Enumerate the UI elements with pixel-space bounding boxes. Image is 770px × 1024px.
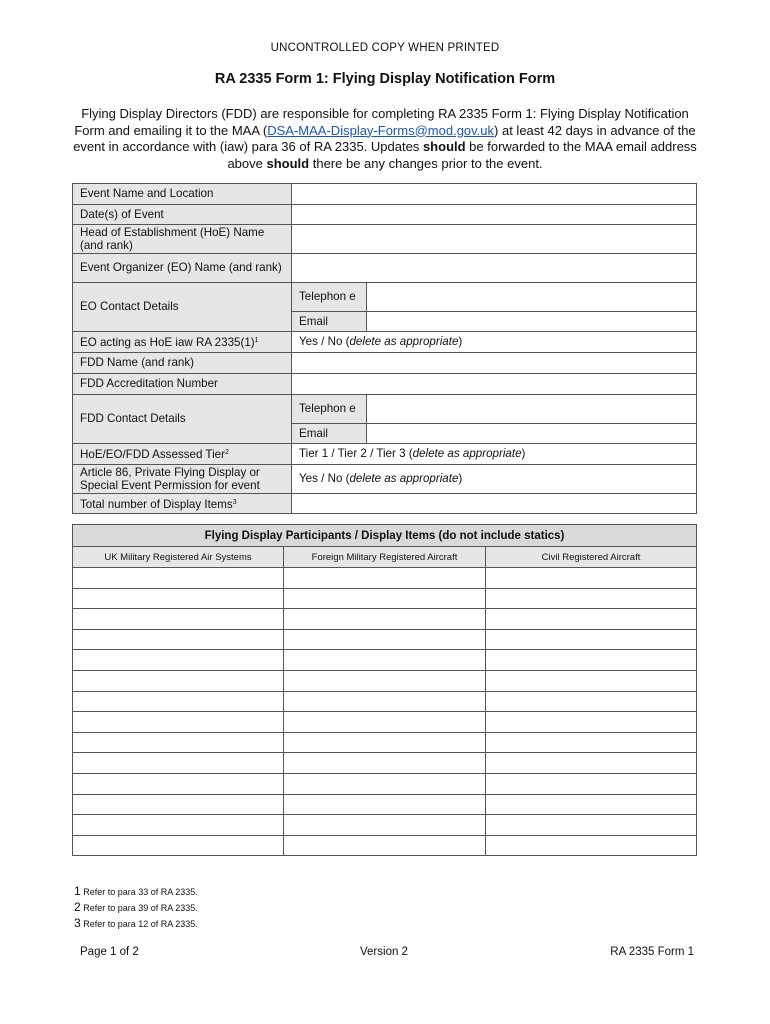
footnote-3	[74, 916, 198, 932]
table-row	[73, 794, 697, 815]
label-article86: Article 86, Private Flying Display or Special Event Permission for event	[73, 465, 292, 494]
field-fdd-email[interactable]	[367, 424, 697, 444]
delete-as-appropriate-text: delete as appropriate	[349, 335, 459, 349]
participant-cell[interactable]	[486, 568, 697, 589]
label-fdd-name: FDD Name (and rank)	[73, 353, 292, 374]
participant-cell[interactable]	[486, 609, 697, 630]
participant-cell[interactable]	[486, 670, 697, 691]
delete-as-appropriate-text: delete as appropriate	[412, 447, 522, 461]
participant-cell[interactable]	[73, 753, 284, 774]
field-tier[interactable]	[292, 444, 697, 465]
participant-cell[interactable]	[486, 815, 697, 836]
field-eo-telephone[interactable]	[367, 283, 697, 312]
label-event-name: Event Name and Location	[73, 184, 292, 205]
participants-table	[72, 524, 697, 856]
column-uk-military: UK Military Registered Air Systems	[73, 547, 284, 568]
label-eo-email: Email	[292, 312, 367, 332]
maa-email-link[interactable]: DSA-MAA-Display-Forms@mod.gov.uk	[267, 122, 495, 138]
label-hoe: Head of Establishment (HoE) Name (and rank)	[73, 225, 292, 254]
participant-cell[interactable]	[284, 732, 486, 753]
close-paren: )	[458, 335, 463, 349]
yes-no-text: Yes / No (	[299, 472, 350, 486]
footnote-text: Refer to para 12 of RA 2335.	[80, 919, 198, 929]
label-eo-acting-text: EO acting as HoE iaw RA 2335(1)	[80, 336, 255, 350]
footnote-2	[74, 900, 198, 916]
field-eo-acting[interactable]	[292, 332, 697, 353]
delete-as-appropriate-text: delete as appropriate	[349, 472, 459, 486]
column-foreign-military: Foreign Military Registered Aircraft	[284, 547, 486, 568]
footnote-number: 2	[74, 900, 81, 914]
row-fdd-name	[73, 353, 697, 374]
label-eo-contact: EO Contact Details	[73, 283, 292, 332]
close-paren: )	[521, 447, 526, 461]
field-fdd-telephone[interactable]	[367, 395, 697, 424]
participant-cell[interactable]	[486, 691, 697, 712]
participant-cell[interactable]	[73, 588, 284, 609]
label-fdd-email: Email	[292, 424, 367, 444]
participant-cell[interactable]	[486, 650, 697, 671]
table-row	[73, 773, 697, 794]
participant-cell[interactable]	[486, 753, 697, 774]
table-row	[73, 629, 697, 650]
label-total-items	[73, 494, 292, 514]
label-tier-text: HoE/EO/FDD Assessed Tier	[80, 448, 225, 462]
footnote-number: 1	[74, 884, 81, 898]
label-tier	[73, 444, 292, 465]
intro-bold-should-1: should	[422, 139, 466, 154]
yes-no-text: Yes / No (	[299, 335, 350, 349]
field-fdd-accreditation[interactable]	[292, 374, 697, 395]
table-row	[73, 835, 697, 856]
footnote-ref-1: 1	[254, 337, 259, 345]
row-tier	[73, 444, 697, 465]
participant-cell[interactable]	[73, 609, 284, 630]
participant-cell[interactable]	[284, 815, 486, 836]
participant-cell[interactable]	[486, 794, 697, 815]
participant-cell[interactable]	[486, 732, 697, 753]
table-row	[73, 753, 697, 774]
intro-text-4: there be any changes prior to the event.	[309, 155, 543, 171]
intro-text-1: Flying Display Directors (FDD) are responsible for completing RA 2335 Form 1: Flying Display Notification Form and emailing it to the MAA (	[74, 106, 689, 138]
table-row	[73, 650, 697, 671]
table-row	[73, 609, 697, 630]
participant-cell[interactable]	[284, 670, 486, 691]
participant-cell[interactable]	[284, 629, 486, 650]
label-dates: Date(s) of Event	[73, 205, 292, 225]
participant-cell[interactable]	[486, 712, 697, 733]
row-event-name	[73, 184, 697, 205]
label-fdd-accreditation: FDD Accreditation Number	[73, 374, 292, 395]
uncontrolled-copy-notice: UNCONTROLLED COPY WHEN PRINTED	[270, 42, 500, 54]
participant-cell[interactable]	[284, 773, 486, 794]
participant-cell[interactable]	[73, 629, 284, 650]
intro-text-3: be forwarded to the MAA email address above	[227, 139, 697, 171]
table-row	[73, 732, 697, 753]
label-eo: Event Organizer (EO) Name (and rank)	[73, 254, 292, 283]
label-fdd-contact: FDD Contact Details	[73, 395, 292, 444]
participant-cell[interactable]	[284, 712, 486, 733]
participant-cell[interactable]	[73, 650, 284, 671]
row-dates	[73, 205, 697, 225]
table-row	[73, 712, 697, 733]
footnote-ref-3: 3	[232, 498, 237, 506]
participant-cell[interactable]	[284, 650, 486, 671]
field-hoe[interactable]	[292, 225, 697, 254]
footnote-ref-2: 2	[224, 449, 229, 457]
table-row	[73, 815, 697, 836]
close-paren: )	[458, 472, 463, 486]
participants-heading: Flying Display Participants / Display Items (do not include statics)	[73, 525, 697, 547]
column-civil: Civil Registered Aircraft	[486, 547, 697, 568]
label-eo-acting	[73, 332, 292, 353]
table-row	[73, 568, 697, 589]
participant-cell[interactable]	[284, 588, 486, 609]
participant-cell[interactable]	[73, 815, 284, 836]
event-details-table	[72, 183, 697, 514]
field-dates[interactable]	[292, 205, 697, 225]
participant-cell[interactable]	[73, 670, 284, 691]
intro-bold-should-2: should	[266, 155, 310, 171]
participant-cell[interactable]	[486, 629, 697, 650]
row-article86	[73, 465, 697, 494]
label-total-items-text: Total number of Display Items	[80, 497, 233, 511]
participant-cell[interactable]	[284, 794, 486, 815]
participant-cell[interactable]	[486, 773, 697, 794]
field-event-name[interactable]	[292, 184, 697, 205]
participant-cell[interactable]	[486, 588, 697, 609]
footnote-1	[74, 884, 198, 900]
participant-cell[interactable]	[73, 732, 284, 753]
field-total-items[interactable]	[292, 494, 697, 514]
row-eo	[73, 254, 697, 283]
footnotes	[74, 884, 198, 932]
participant-cell[interactable]	[284, 691, 486, 712]
label-eo-telephone: Telephon e	[292, 283, 367, 312]
participant-cell[interactable]	[73, 712, 284, 733]
row-fdd-telephone	[73, 395, 697, 424]
table-row	[73, 691, 697, 712]
version-label: Version 2	[360, 946, 408, 958]
row-total-items	[73, 494, 697, 514]
table-row	[73, 588, 697, 609]
field-eo-email[interactable]	[367, 312, 697, 332]
tier-options-text: Tier 1 / Tier 2 / Tier 3 (	[299, 447, 413, 461]
row-hoe	[73, 225, 697, 254]
footnote-number: 3	[74, 916, 81, 930]
participant-cell[interactable]	[284, 568, 486, 589]
participant-cell[interactable]	[284, 609, 486, 630]
row-eo-telephone	[73, 283, 697, 312]
field-article86[interactable]	[292, 465, 697, 494]
field-fdd-name[interactable]	[292, 353, 697, 374]
participant-cell[interactable]	[486, 835, 697, 856]
participant-cell[interactable]	[73, 794, 284, 815]
footnote-text: Refer to para 33 of RA 2335.	[80, 887, 198, 897]
footnote-text: Refer to para 39 of RA 2335.	[80, 903, 198, 913]
participant-cell[interactable]	[73, 773, 284, 794]
participant-cell[interactable]	[73, 835, 284, 856]
row-eo-acting	[73, 332, 697, 353]
row-fdd-accreditation	[73, 374, 697, 395]
label-fdd-telephone: Telephon e	[292, 395, 367, 424]
form-id: RA 2335 Form 1	[610, 946, 694, 958]
table-row	[73, 670, 697, 691]
participant-cell[interactable]	[73, 691, 284, 712]
participant-cell[interactable]	[73, 568, 284, 589]
page-number: Page 1 of 2	[80, 946, 139, 958]
intro-paragraph	[72, 106, 698, 172]
intro-text-2: ) at least 42 days in advance of the event in accordance with (iaw) para 36 of RA 2335. Updates	[73, 122, 696, 154]
page-title: RA 2335 Form 1: Flying Display Notification Form	[214, 71, 556, 87]
participant-cell[interactable]	[284, 835, 486, 856]
field-eo[interactable]	[292, 254, 697, 283]
participant-cell[interactable]	[284, 753, 486, 774]
